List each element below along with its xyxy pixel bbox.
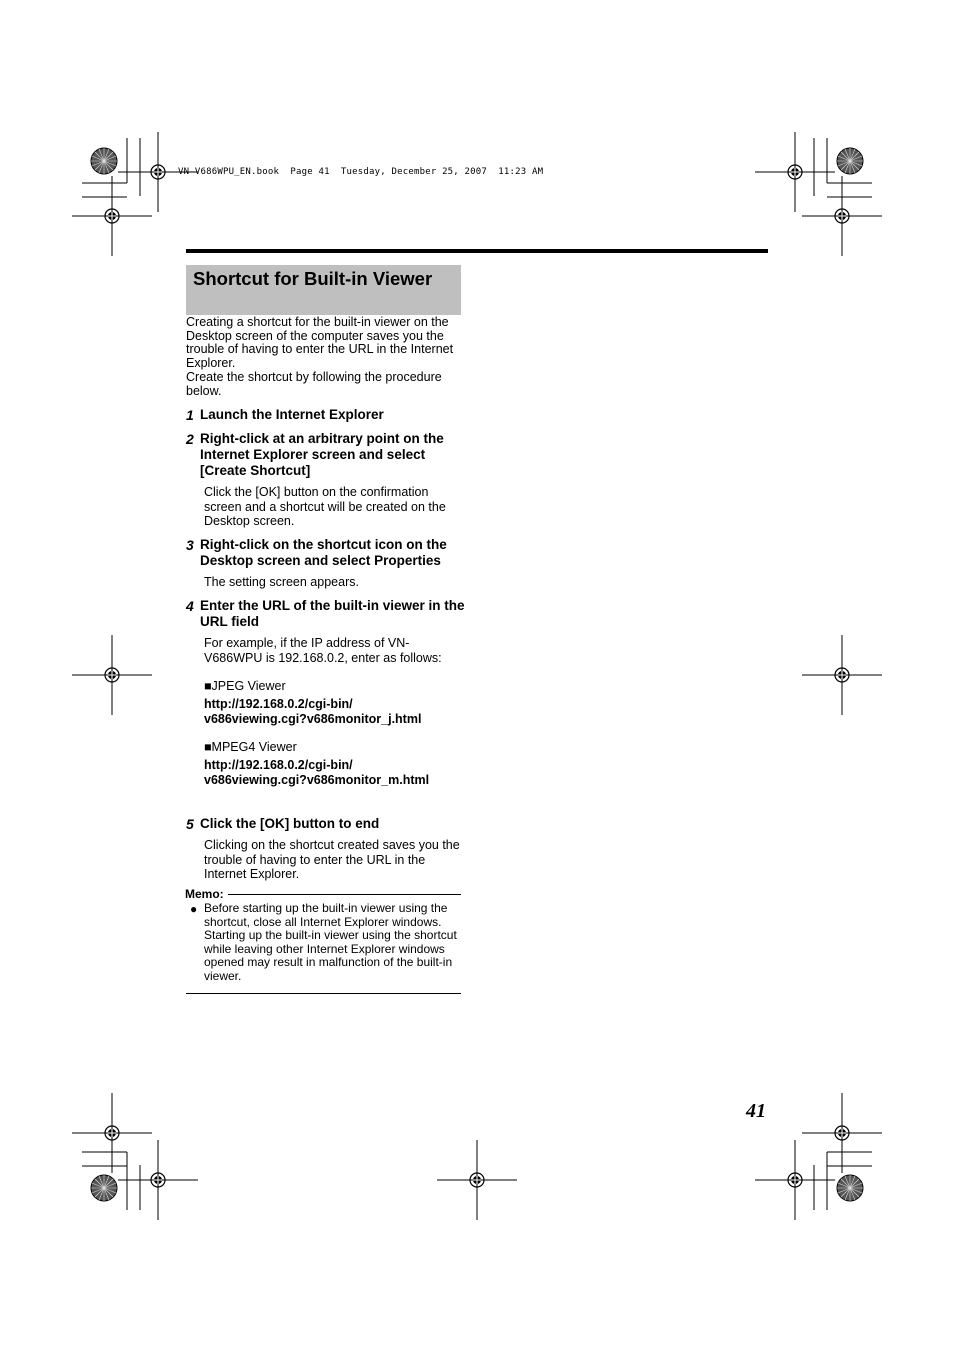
step-title: Right-click on the shortcut icon on the Desktop screen and select Properties: [200, 537, 447, 568]
step-number: 3: [186, 537, 194, 553]
register-mark-bottom-left: [118, 1140, 198, 1220]
register-mark-bottom-left-upper: [72, 1093, 152, 1173]
step-body-text: Clicking on the shortcut created saves you the trouble of having to enter the URL in the Internet Explorer.: [204, 838, 460, 882]
register-mark-mid-right: [802, 635, 882, 715]
mpeg4-viewer-label: ■MPEG4 Viewer: [204, 740, 297, 754]
color-bar-mark-top-right: [837, 148, 863, 174]
mpeg4-viewer-block: [204, 740, 466, 788]
step-body-text: The setting screen appears.: [204, 575, 359, 589]
intro-paragraph-1: Creating a shortcut for the built-in viewer on the Desktop screen of the computer saves you the trouble of having to enter the URL in the Internet Explorer.: [186, 315, 454, 371]
memo-rule: [228, 894, 461, 895]
color-bar-mark-bottom-right: [837, 1175, 863, 1201]
print-info-header: VN-V686WPU_EN.book Page 41 Tuesday, December 25, 2007 11:23 AM: [178, 167, 544, 177]
top-rule: [186, 249, 768, 253]
jpeg-viewer-url-line-2: v686viewing.cgi?v686monitor_j.html: [204, 711, 422, 726]
memo-label: Memo:: [185, 887, 224, 901]
mpeg4-viewer-url-line-1: http://192.168.0.2/cgi-bin/: [204, 757, 353, 772]
register-mark-top-right: [755, 132, 835, 212]
memo-bullet-icon: ●: [190, 902, 198, 916]
step-5: [186, 816, 471, 832]
step-title: Click the [OK] button to end: [200, 816, 380, 831]
intro-paragraph-2: Create the shortcut by following the procedure below.: [186, 369, 442, 398]
jpeg-viewer-label: ■JPEG Viewer: [204, 679, 286, 693]
page-number: 41: [746, 1100, 766, 1122]
step-5-body: [204, 838, 466, 882]
step-4: [186, 598, 471, 630]
step-body-text: For example, if the IP address of VN-V686WPU is 192.168.0.2, enter as follows:: [204, 636, 442, 665]
memo-text: Before starting up the built-in viewer using the shortcut, close all Internet Explorer windows. Starting up the built-in viewer using the shortcut while leaving other Internet Explorer windows opened may result in malfunction of the built-in viewer.: [204, 901, 457, 983]
step-2-body: [204, 485, 466, 529]
step-body-text: Click the [OK] button on the confirmation screen and a shortcut will be created on the Desktop screen.: [204, 485, 446, 529]
jpeg-viewer-block: [204, 679, 466, 727]
mpeg4-viewer-url-line-2: v686viewing.cgi?v686monitor_m.html: [204, 772, 430, 787]
step-title: Enter the URL of the built-in viewer in the URL field: [200, 598, 465, 629]
step-3-body: [204, 575, 466, 590]
color-bar-mark-bottom-left: [91, 1175, 117, 1201]
step-1: [186, 407, 471, 423]
register-mark-bottom-center: [437, 1140, 517, 1220]
memo-bottom-rule: [186, 993, 461, 994]
color-bar-mark-top-left: [91, 148, 117, 174]
step-3: [186, 537, 471, 569]
step-number: 5: [186, 816, 194, 832]
register-mark-bottom-right: [755, 1140, 835, 1220]
step-2: [186, 431, 471, 479]
step-number: 1: [186, 407, 194, 423]
step-4-body: [204, 636, 466, 665]
step-title: Right-click at an arbitrary point on the Internet Explorer screen and select [Create Shortcut]: [200, 431, 444, 478]
register-mark-bottom-right-upper: [802, 1093, 882, 1173]
step-number: 4: [186, 598, 194, 614]
section-title-box: [186, 265, 461, 315]
section-title: Shortcut for Built-in Viewer: [193, 268, 433, 289]
register-mark-mid-left: [72, 635, 152, 715]
intro-text: [186, 316, 466, 398]
step-number: 2: [186, 431, 194, 447]
step-title: Launch the Internet Explorer: [200, 407, 384, 422]
jpeg-viewer-url-line-1: http://192.168.0.2/cgi-bin/: [204, 696, 353, 711]
